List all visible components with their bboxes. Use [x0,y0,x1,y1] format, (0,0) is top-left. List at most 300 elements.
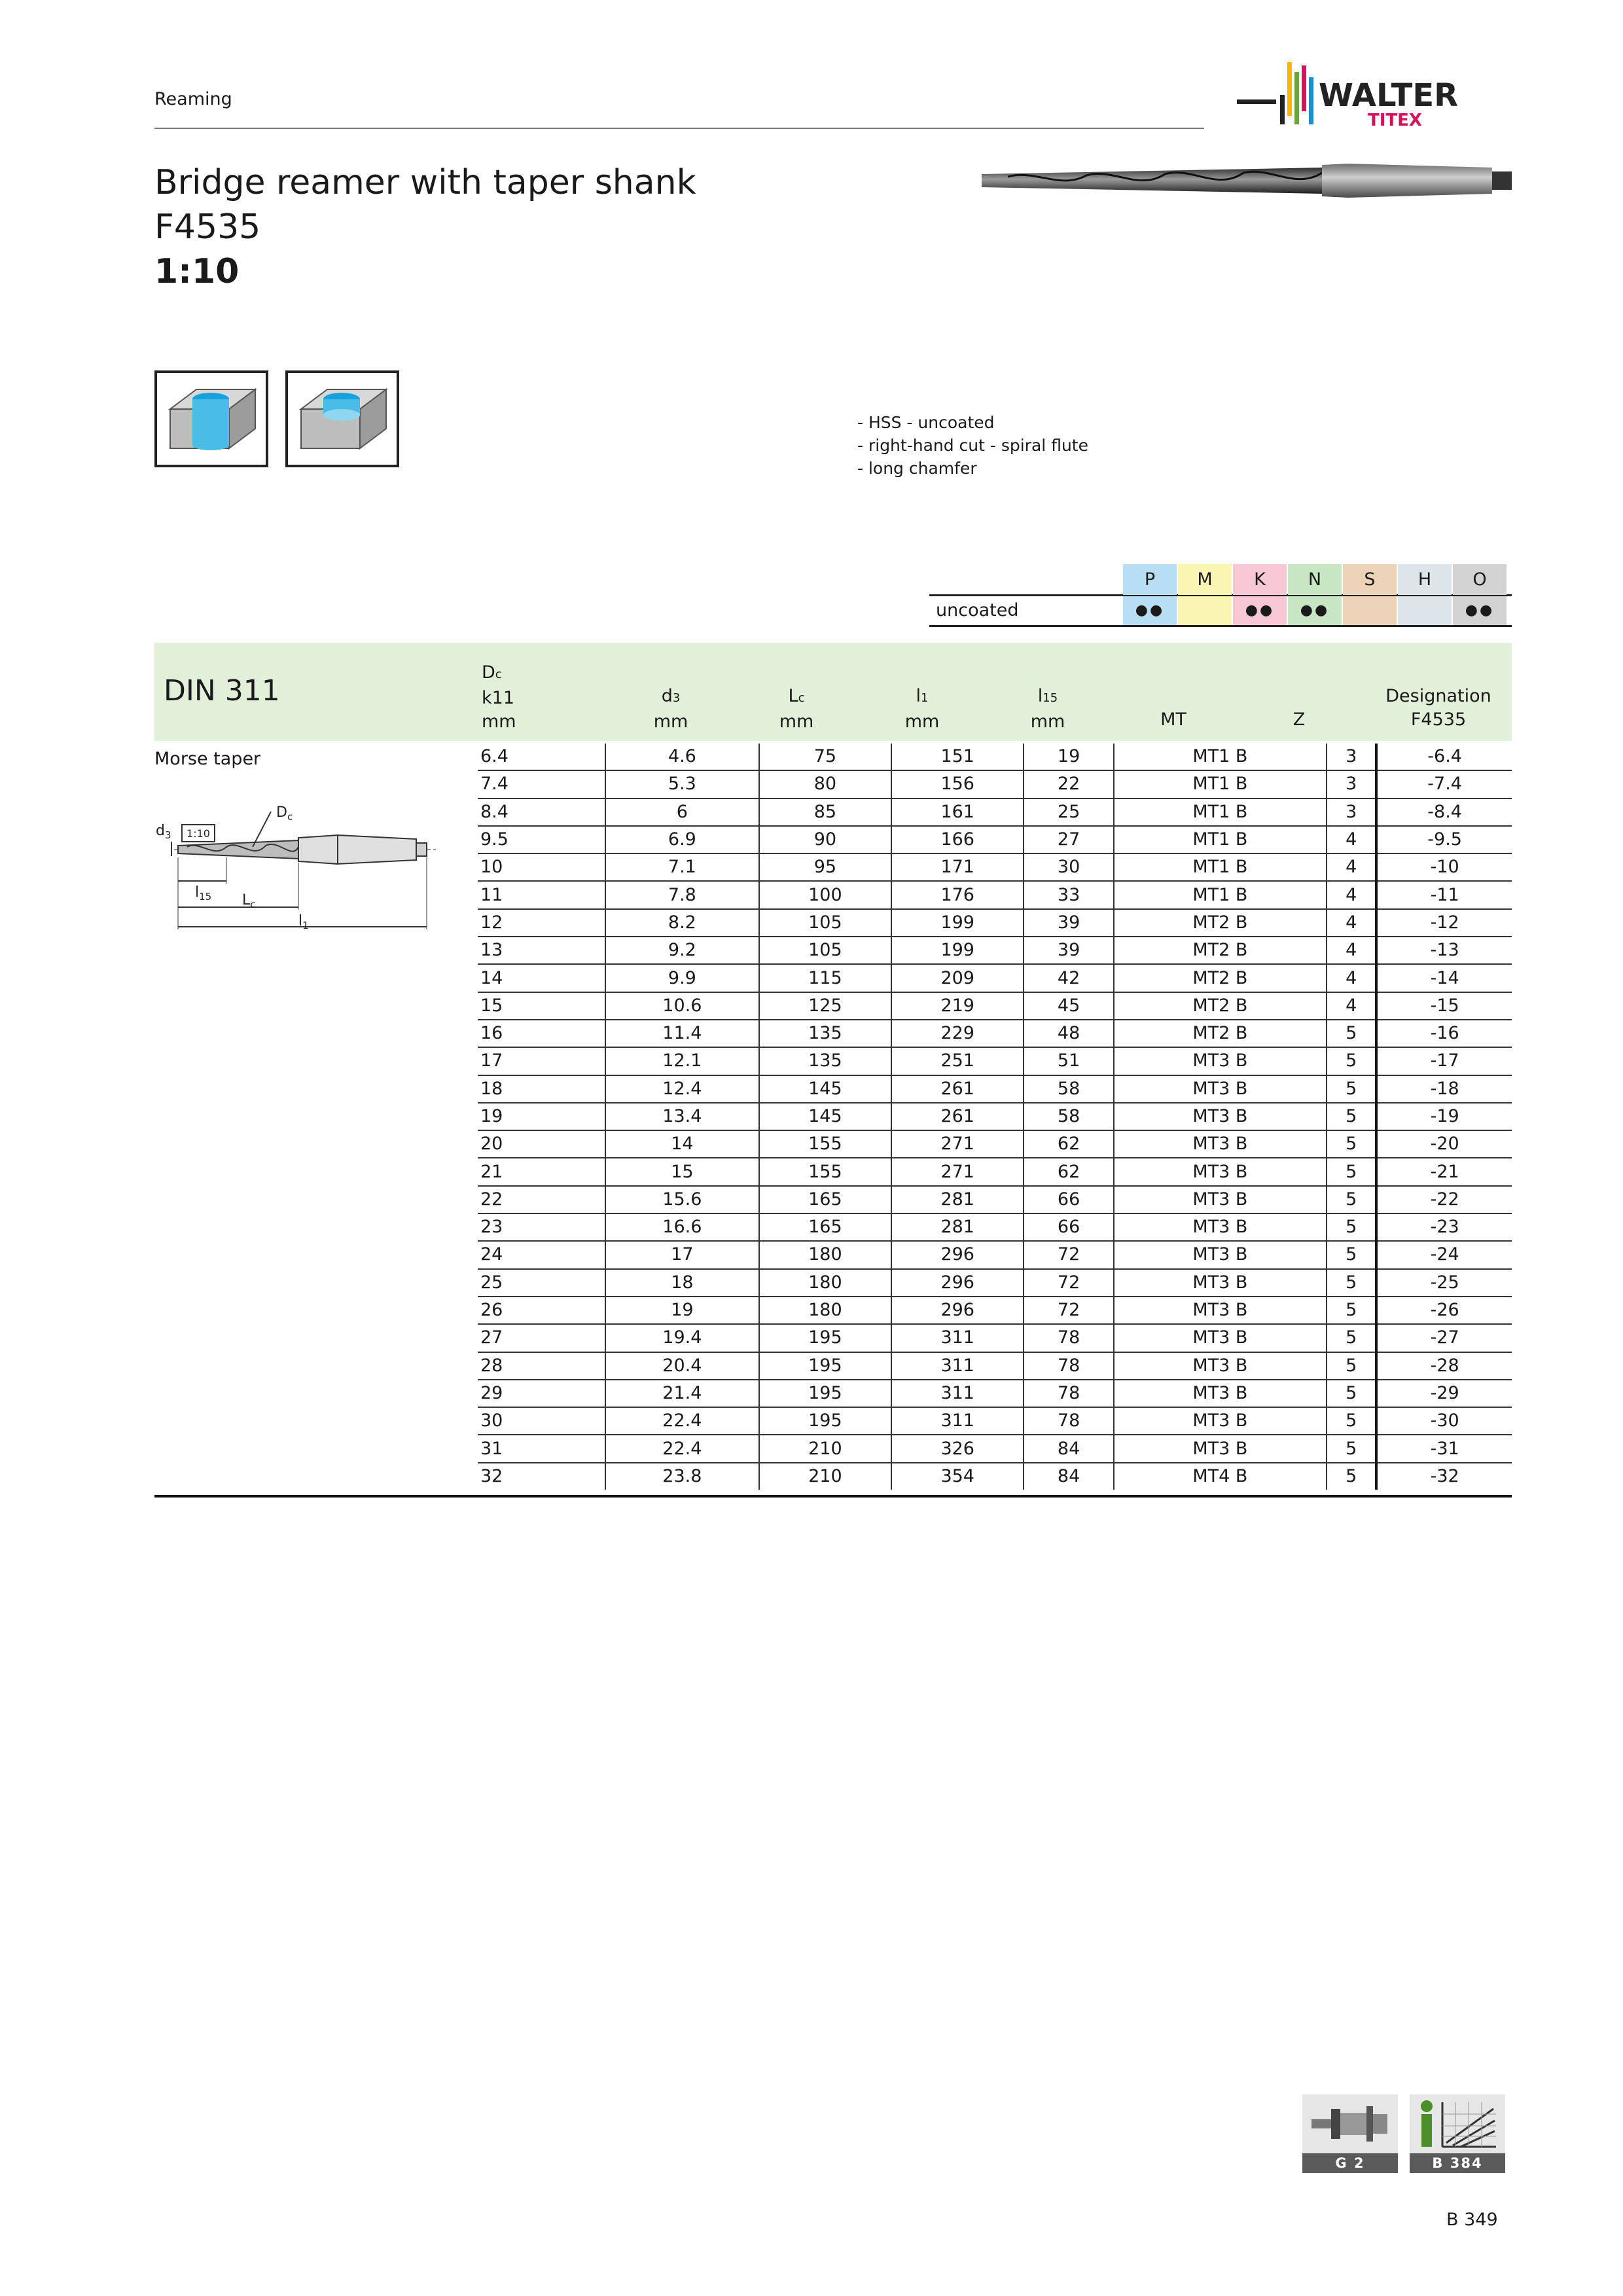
cell-designation: -23 [1376,1213,1512,1241]
cell-mt: MT3 B [1114,1435,1327,1462]
cell-designation: -12 [1376,909,1512,937]
cell-designation: -11 [1376,881,1512,908]
cell-l15: 45 [1024,992,1113,1020]
cell-lc: 195 [759,1380,891,1407]
cell-z: 4 [1327,881,1376,908]
cell-d3: 12.1 [605,1047,759,1075]
dimension-table-body [478,744,1512,1490]
cell-dc: 27 [478,1324,605,1352]
cell-mt: MT1 B [1114,744,1327,770]
cell-lc: 155 [759,1158,891,1185]
diagram-d3-label: d [156,823,165,839]
table-row [478,1435,1512,1462]
cell-l1: 229 [891,1020,1024,1047]
logo-sub: TITEX [1368,111,1422,130]
cell-l15: 25 [1024,798,1113,826]
cell-l1: 209 [891,964,1024,992]
cell-dc: 20 [478,1130,605,1158]
cell-d3: 9.9 [605,964,759,992]
section-label: Reaming [154,89,232,109]
cell-dc: 32 [478,1463,605,1490]
cell-designation: -10 [1376,853,1512,881]
cell-mt: MT3 B [1114,1075,1327,1103]
morse-taper-label: Morse taper [154,749,261,769]
dc-unit: mm [482,711,516,732]
col-header-d3 [609,685,733,734]
table-row [478,744,1512,770]
cell-l1: 296 [891,1297,1024,1324]
cell-designation: -14 [1376,964,1512,992]
col-header-z: Z [1293,709,1306,730]
cell-l1: 151 [891,744,1024,770]
table-row [478,1130,1512,1158]
diagram-l15-subscript: 15 [199,891,212,903]
cell-lc: 165 [759,1186,891,1213]
cell-mt: MT3 B [1114,1380,1327,1407]
cell-lc: 210 [759,1463,891,1490]
tool-holder-reference[interactable] [1302,2094,1398,2173]
table-row [478,1020,1512,1047]
cell-mt: MT1 B [1114,881,1327,908]
cell-l1: 354 [891,1463,1024,1490]
cell-dc: 8.4 [478,798,605,826]
designation-code: F4535 [1410,709,1467,730]
cell-dc: 18 [478,1075,605,1103]
cell-d3: 7.8 [605,881,759,908]
cell-designation: -27 [1376,1324,1512,1352]
cell-dc: 24 [478,1241,605,1268]
cell-l15: 84 [1024,1463,1113,1490]
cell-dc: 14 [478,964,605,992]
cell-mt: MT1 B [1114,770,1327,798]
reamer-product-image [982,157,1518,209]
cell-l15: 19 [1024,744,1113,770]
cell-z: 5 [1327,1352,1376,1380]
cell-designation: -24 [1376,1241,1512,1268]
svg-text:l1 [298,913,309,931]
diagram-dc-label: D [276,804,287,821]
cell-d3: 11.4 [605,1020,759,1047]
cell-lc: 95 [759,853,891,881]
cell-z: 5 [1327,1186,1376,1213]
feature-list [857,411,1088,480]
cell-d3: 22.4 [605,1435,759,1462]
cell-l1: 271 [891,1130,1024,1158]
cell-l15: 78 [1024,1380,1113,1407]
cell-z: 5 [1327,1324,1376,1352]
col-header-dc [482,661,516,734]
cell-lc: 105 [759,937,891,964]
col-header-mt: MT [1160,709,1186,730]
cell-l1: 219 [891,992,1024,1020]
cell-dc: 9.5 [478,826,605,853]
cell-z: 3 [1327,744,1376,770]
material-group-o: O [1453,564,1507,595]
designation-label: Designation [1385,686,1491,706]
table-row [478,826,1512,853]
cell-designation: -7.4 [1376,770,1512,798]
lc-unit: mm [779,711,814,732]
cell-l15: 58 [1024,1103,1113,1130]
material-group-k: K [1233,564,1287,595]
cell-l1: 176 [891,881,1024,908]
l15-subscript: 15 [1043,691,1058,705]
cell-l15: 72 [1024,1297,1113,1324]
cell-l15: 30 [1024,853,1113,881]
cell-l15: 66 [1024,1186,1113,1213]
cell-l15: 22 [1024,770,1113,798]
cell-z: 3 [1327,770,1376,798]
dimension-table [478,744,1512,1490]
cell-z: 4 [1327,853,1376,881]
cell-lc: 135 [759,1020,891,1047]
cell-lc: 80 [759,770,891,798]
cell-d3: 20.4 [605,1352,759,1380]
l1-subscript: 1 [921,691,929,705]
cell-l15: 51 [1024,1047,1113,1075]
cell-dc: 7.4 [478,770,605,798]
cell-z: 5 [1327,1158,1376,1185]
material-suitability-k: ●● [1233,596,1287,625]
cell-z: 5 [1327,1213,1376,1241]
cell-z: 4 [1327,964,1376,992]
tool-holder-icon [1302,2094,1398,2153]
cell-dc: 10 [478,853,605,881]
cell-l15: 72 [1024,1241,1113,1268]
cell-d3: 8.2 [605,909,759,937]
cell-dc: 23 [478,1213,605,1241]
cell-mt: MT3 B [1114,1213,1327,1241]
cell-designation: -19 [1376,1103,1512,1130]
cell-l1: 261 [891,1075,1024,1103]
cell-l1: 251 [891,1047,1024,1075]
cell-lc: 125 [759,992,891,1020]
cell-l1: 311 [891,1324,1024,1352]
cell-mt: MT4 B [1114,1463,1327,1490]
cell-lc: 135 [759,1047,891,1075]
material-group-n: N [1288,564,1342,595]
cell-designation: -28 [1376,1352,1512,1380]
cell-d3: 22.4 [605,1407,759,1435]
cell-d3: 21.4 [605,1380,759,1407]
reference-label: G 2 [1302,2153,1398,2173]
cell-mt: MT2 B [1114,964,1327,992]
l1-symbol: l [916,686,921,706]
cell-mt: MT3 B [1114,1324,1327,1352]
table-row [478,1463,1512,1490]
cell-lc: 180 [759,1241,891,1268]
material-suitability-p: ●● [1123,596,1177,625]
cell-dc: 11 [478,881,605,908]
cell-mt: MT3 B [1114,1047,1327,1075]
cell-dc: 12 [478,909,605,937]
cell-l1: 326 [891,1435,1024,1462]
table-row [478,798,1512,826]
cell-d3: 6.9 [605,826,759,853]
d3-symbol: d [661,686,673,706]
cell-l15: 33 [1024,881,1113,908]
logo-brand: WALTER [1319,77,1459,114]
diagram-l15-label: l [195,884,200,901]
table-row [478,881,1512,908]
cell-mt: MT3 B [1114,1352,1327,1380]
cell-lc: 180 [759,1269,891,1297]
table-row [478,1324,1512,1352]
cell-designation: -26 [1376,1297,1512,1324]
cell-designation: -9.5 [1376,826,1512,853]
cell-z: 5 [1327,1130,1376,1158]
cell-lc: 100 [759,881,891,908]
table-row [478,1186,1512,1213]
cell-lc: 145 [759,1075,891,1103]
cell-z: 5 [1327,1463,1376,1490]
cell-dc: 26 [478,1297,605,1324]
cell-dc: 15 [478,992,605,1020]
cell-lc: 155 [759,1130,891,1158]
table-row [478,770,1512,798]
material-group-s: S [1343,564,1397,595]
cell-designation: -15 [1376,992,1512,1020]
cell-d3: 5.3 [605,770,759,798]
cell-d3: 19.4 [605,1324,759,1352]
svg-text:Dc [276,804,293,823]
blind-bore-application-icon [285,370,399,467]
header-divider [154,128,1204,129]
dc-subscript: c [495,668,502,681]
lc-subscript: c [798,691,805,705]
cell-dc: 13 [478,937,605,964]
cell-l1: 311 [891,1407,1024,1435]
cell-d3: 10.6 [605,992,759,1020]
cell-z: 5 [1327,1380,1376,1407]
cell-designation: -22 [1376,1186,1512,1213]
cell-l15: 78 [1024,1324,1113,1352]
cell-d3: 12.4 [605,1075,759,1103]
table-row [478,909,1512,937]
cell-dc: 19 [478,1103,605,1130]
cell-mt: MT3 B [1114,1186,1327,1213]
cell-l15: 39 [1024,909,1113,937]
table-row [478,937,1512,964]
l15-unit: mm [1030,711,1065,732]
cell-z: 3 [1327,798,1376,826]
cell-mt: MT2 B [1114,992,1327,1020]
cell-l15: 58 [1024,1075,1113,1103]
cell-l15: 27 [1024,826,1113,853]
cell-l15: 62 [1024,1130,1113,1158]
cell-lc: 85 [759,798,891,826]
product-code: F4535 [154,207,261,247]
cell-mt: MT3 B [1114,1241,1327,1268]
cell-designation: -25 [1376,1269,1512,1297]
material-suitability-o: ●● [1453,596,1507,625]
cell-l1: 156 [891,770,1024,798]
l1-unit: mm [904,711,940,732]
table-row [478,1075,1512,1103]
table-row [478,992,1512,1020]
cell-designation: -18 [1376,1075,1512,1103]
cell-d3: 17 [605,1241,759,1268]
cell-lc: 195 [759,1407,891,1435]
cell-l1: 166 [891,826,1024,853]
cell-mt: MT2 B [1114,937,1327,964]
taper-ratio: 1:10 [154,252,240,291]
diagram-lc-label: L [242,892,251,908]
cell-mt: MT3 B [1114,1269,1327,1297]
cell-z: 5 [1327,1103,1376,1130]
diagram-l1-subscript: 1 [302,920,309,931]
cell-lc: 145 [759,1103,891,1130]
cell-l15: 78 [1024,1352,1113,1380]
feature-item: - HSS - uncoated [857,413,995,432]
material-group-p: P [1123,564,1177,595]
cell-l1: 296 [891,1269,1024,1297]
cell-z: 4 [1327,909,1376,937]
cell-mt: MT1 B [1114,826,1327,853]
cell-designation: -21 [1376,1158,1512,1185]
standard-label: DIN 311 [164,674,280,708]
material-group-m: M [1178,564,1232,595]
lc-symbol: L [788,686,798,706]
material-table-bottom-rule [929,625,1512,627]
cell-lc: 165 [759,1213,891,1241]
cell-d3: 15.6 [605,1186,759,1213]
cell-designation: -16 [1376,1020,1512,1047]
table-row [478,1103,1512,1130]
cell-l15: 72 [1024,1269,1113,1297]
technical-info-reference[interactable] [1410,2094,1505,2173]
page-number: B 349 [1446,2210,1498,2230]
cell-designation: -6.4 [1376,744,1512,770]
cell-dc: 29 [478,1380,605,1407]
cell-l1: 281 [891,1213,1024,1241]
cell-d3: 14 [605,1130,759,1158]
diagram-ratio-label: 1:10 [187,827,210,840]
cell-mt: MT3 B [1114,1407,1327,1435]
cell-mt: MT3 B [1114,1158,1327,1185]
dc-symbol: D [482,662,495,683]
cell-mt: MT3 B [1114,1130,1327,1158]
feature-item: - long chamfer [857,459,977,478]
cell-lc: 195 [759,1352,891,1380]
cell-d3: 18 [605,1269,759,1297]
cell-z: 5 [1327,1297,1376,1324]
material-suitability-s [1343,596,1397,625]
cell-l15: 62 [1024,1158,1113,1185]
cell-designation: -8.4 [1376,798,1512,826]
cell-dc: 28 [478,1352,605,1380]
cell-l15: 66 [1024,1213,1113,1241]
l15-symbol: l [1037,686,1043,706]
info-chart-icon [1410,2094,1505,2153]
cell-mt: MT3 B [1114,1297,1327,1324]
cell-l1: 261 [891,1103,1024,1130]
material-suitability-n: ●● [1288,596,1342,625]
cell-d3: 16.6 [605,1213,759,1241]
cell-d3: 13.4 [605,1103,759,1130]
cell-designation: -31 [1376,1435,1512,1462]
reamer-dimension-diagram [154,792,442,942]
cell-d3: 15 [605,1158,759,1185]
cell-z: 5 [1327,1020,1376,1047]
cell-mt: MT2 B [1114,1020,1327,1047]
cell-dc: 25 [478,1269,605,1297]
cell-designation: -32 [1430,1465,1459,1486]
cell-lc: 90 [759,826,891,853]
cell-mt: MT1 B [1114,853,1327,881]
cell-designation: -17 [1376,1047,1512,1075]
cell-l1: 161 [891,798,1024,826]
table-bottom-rule [154,1495,1512,1498]
d3-subscript: 3 [672,691,681,705]
cell-z: 5 [1327,1241,1376,1268]
col-header-l15 [986,685,1110,734]
cell-l15: 42 [1024,964,1113,992]
coating-label: uncoated [936,600,1019,620]
table-row [478,1352,1512,1380]
dc-tolerance: k11 [482,688,514,708]
diagram-d3-subscript: 3 [164,829,171,841]
cell-l15: 84 [1024,1435,1113,1462]
table-row [478,1380,1512,1407]
material-suitability-h [1398,596,1452,625]
cell-l1: 199 [891,937,1024,964]
cell-l1: 271 [891,1158,1024,1185]
table-row [478,1213,1512,1241]
cell-l1: 311 [891,1352,1024,1380]
table-row [478,1241,1512,1268]
title-block [154,160,696,294]
table-row [478,1269,1512,1297]
through-bore-application-icon [154,370,268,467]
cell-dc: 30 [478,1407,605,1435]
cell-z: 4 [1327,937,1376,964]
cell-dc: 31 [478,1435,605,1462]
reference-label: B 384 [1410,2153,1505,2173]
walter-titex-logo [1237,59,1512,137]
cell-mt: MT2 B [1114,909,1327,937]
cell-lc: 75 [759,744,891,770]
cell-z: 5 [1327,1435,1376,1462]
cell-l1: 311 [891,1380,1024,1407]
table-row [478,1047,1512,1075]
cell-lc: 195 [759,1324,891,1352]
cell-d3: 4.6 [605,744,759,770]
cell-d3: 6 [605,798,759,826]
product-title: Bridge reamer with taper shank [154,163,696,202]
cell-z: 4 [1327,826,1376,853]
cell-z: 4 [1327,992,1376,1020]
cell-z: 5 [1327,1269,1376,1297]
material-suitability-table [929,564,1512,628]
feature-item: - right-hand cut - spiral flute [857,436,1088,455]
table-row [478,853,1512,881]
col-header-lc [734,685,859,734]
cell-lc: 180 [759,1297,891,1324]
cell-mt: MT3 B [1114,1103,1327,1130]
cell-l15: 39 [1024,937,1113,964]
cell-l15: 78 [1024,1407,1113,1435]
cell-z: 5 [1327,1047,1376,1075]
material-suitability-m [1178,596,1232,625]
cell-z: 5 [1327,1407,1376,1435]
cell-dc: 16 [478,1020,605,1047]
col-header-l1 [860,685,984,734]
cell-l15: 48 [1024,1020,1113,1047]
cell-dc: 6.4 [478,744,605,770]
cell-designation: -13 [1376,937,1512,964]
table-row [478,1407,1512,1435]
